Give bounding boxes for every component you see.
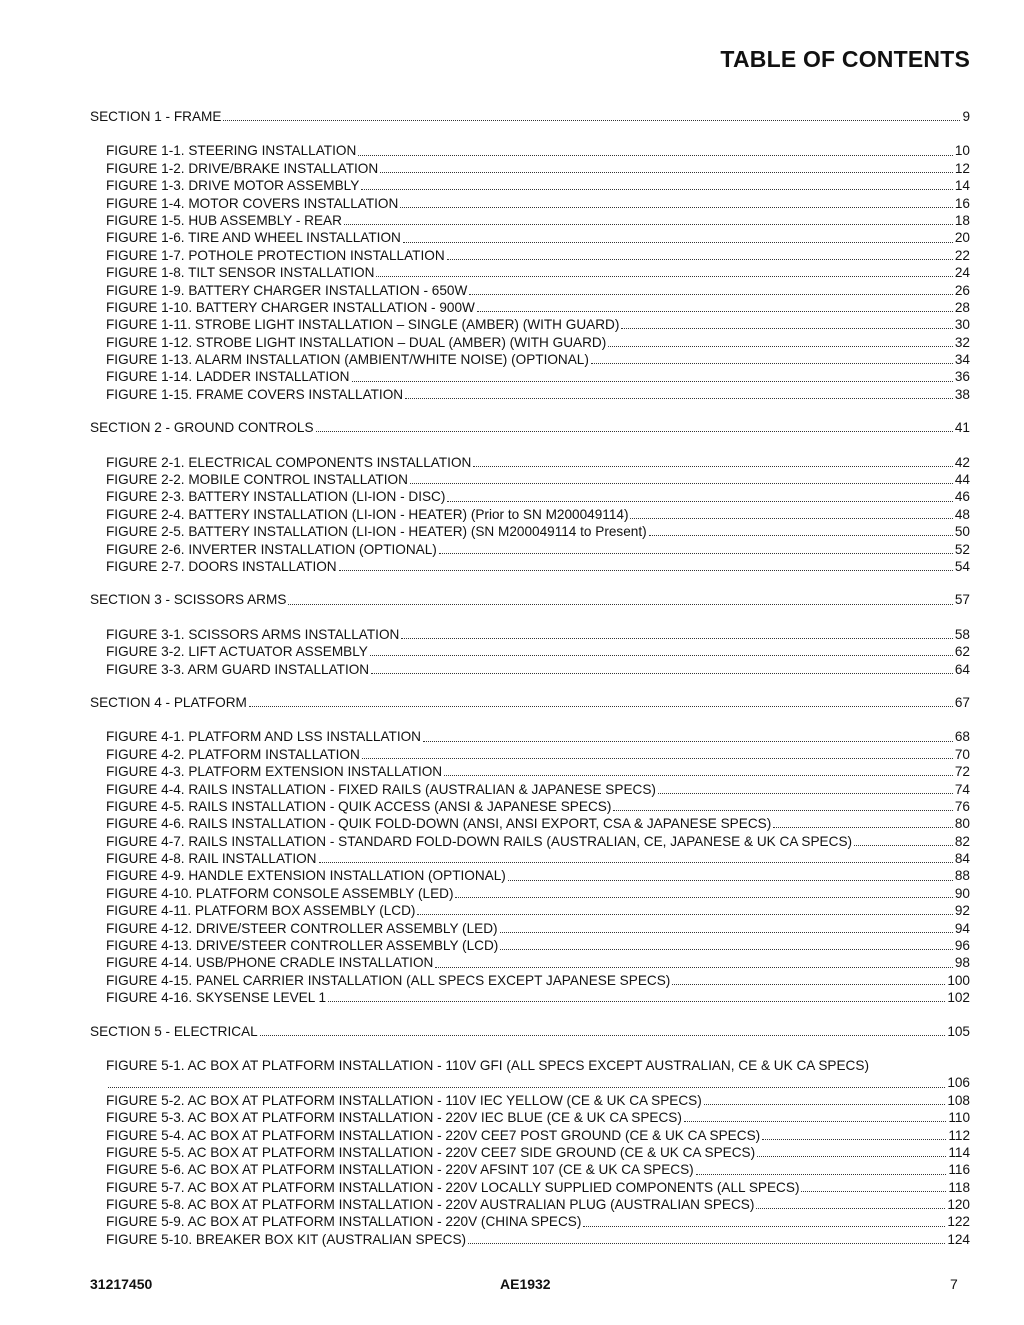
dot-leader [403,242,953,243]
dot-leader [405,398,953,399]
figure-title: FIGURE 4-3. PLATFORM EXTENSION INSTALLATION [106,764,443,780]
dot-leader [376,276,952,277]
toc-section-entry[interactable] [90,591,970,608]
dot-leader [358,155,953,156]
figure-title: FIGURE 1-8. TILT SENSOR INSTALLATION [106,265,375,281]
toc-figure-entry[interactable] [106,454,970,471]
toc-section [0,1023,1024,1249]
figure-page-number: 10 [954,143,970,159]
dot-leader [435,967,953,968]
dot-leader [704,1104,946,1105]
figure-page-number: 20 [954,230,970,246]
toc-figure-entry[interactable] [106,1092,970,1109]
toc-figure-entry[interactable] [106,229,970,246]
toc-figure-entry[interactable] [106,954,970,971]
toc-section [0,591,1024,678]
figure-title: FIGURE 1-6. TIRE AND WHEEL INSTALLATION [106,230,401,246]
dot-leader [361,189,953,190]
dot-leader [757,1156,946,1157]
figure-title: FIGURE 1-14. LADDER INSTALLATION [106,369,350,385]
dot-leader [455,897,952,898]
figure-page-number: 92 [954,903,970,919]
dot-leader [500,949,953,950]
figure-page-number: 16 [954,195,970,211]
toc-figure-entry[interactable] [106,902,970,919]
figure-title: FIGURE 4-5. RAILS INSTALLATION - QUIK ACCESS (ANSI & JAPANESE SPECS) [106,798,612,814]
figure-page-number: 118 [948,1179,970,1195]
figure-title: FIGURE 2-2. MOBILE CONTROL INSTALLATION [106,472,408,488]
dot-leader [316,431,953,432]
figure-title: FIGURE 2-7. DOORS INSTALLATION [106,558,337,574]
dot-leader [108,1087,945,1088]
toc-figure-entry[interactable] [106,833,970,850]
figure-title: FIGURE 5-1. AC BOX AT PLATFORM INSTALLATION - 110V GFI (ALL SPECS EXCEPT AUSTRALIAN, CE & UK CA SPECS) [106,1057,869,1073]
dot-leader [756,1208,945,1209]
dot-leader [371,673,953,674]
dot-leader [223,120,960,121]
toc-figure-entry[interactable] [106,1057,970,1092]
dot-leader [328,1001,945,1002]
figure-title: FIGURE 2-3. BATTERY INSTALLATION (LI-ION - DISC) [106,489,446,505]
toc-section [0,694,1024,1007]
toc-figure-entry[interactable] [106,626,970,643]
figure-title: FIGURE 5-5. AC BOX AT PLATFORM INSTALLATION - 220V CEE7 SIDE GROUND (CE & UK CA SPECS) [106,1144,756,1160]
dot-leader [684,1121,946,1122]
figure-page-number: 88 [954,868,970,884]
figure-title: FIGURE 2-1. ELECTRICAL COMPONENTS INSTALLATION [106,454,472,470]
figure-title: FIGURE 1-11. STROBE LIGHT INSTALLATION – SINGLE (AMBER) (WITH GUARD) [106,317,620,333]
toc-figure-entry[interactable] [106,763,970,780]
footer-model: AE1932 [500,1276,551,1292]
dot-leader [630,518,952,519]
section-title: SECTION 5 - ELECTRICAL [90,1023,258,1039]
dot-leader [288,604,952,605]
toc-section-entry[interactable] [90,694,970,711]
figure-page-number: 32 [954,334,970,350]
toc-figure-entry[interactable] [106,728,970,745]
dot-leader [352,381,953,382]
toc-figure-entry[interactable] [106,972,970,989]
toc-section [0,419,1024,575]
dot-leader [672,984,945,985]
figure-title: FIGURE 1-3. DRIVE MOTOR ASSEMBLY [106,178,360,194]
toc-figure-entry[interactable] [106,989,970,1006]
section-page-number: 41 [954,420,970,436]
figure-title: FIGURE 4-9. HANDLE EXTENSION INSTALLATION (OPTIONAL) [106,868,506,884]
figure-title: FIGURE 1-7. POTHOLE PROTECTION INSTALLATION [106,247,445,263]
figure-page-number: 122 [947,1214,970,1230]
toc-figure-entry[interactable] [106,142,970,159]
figure-title: FIGURE 4-2. PLATFORM INSTALLATION [106,746,360,762]
figure-title: FIGURE 4-8. RAIL INSTALLATION [106,851,317,867]
toc-figure-entry[interactable] [106,661,970,678]
figure-page-number: 102 [947,990,970,1006]
figure-title: FIGURE 5-8. AC BOX AT PLATFORM INSTALLATION - 220V AUSTRALIAN PLUG (AUSTRALIAN SPECS) [106,1197,755,1213]
figure-page-number: 70 [954,746,970,762]
figure-title: FIGURE 5-6. AC BOX AT PLATFORM INSTALLATION - 220V AFSINT 107 (CE & UK CA SPECS) [106,1162,694,1178]
dot-leader [773,827,953,828]
dot-leader [469,294,953,295]
figure-page-number: 80 [954,816,970,832]
toc-figure-entry[interactable] [106,798,970,815]
toc-figure-entry[interactable] [106,937,970,954]
dot-leader [473,466,953,467]
figure-page-number: 100 [947,972,970,988]
section-title: SECTION 4 - PLATFORM [90,694,247,710]
dot-leader [658,793,953,794]
dot-leader [500,932,953,933]
dot-leader [319,862,953,863]
section-page-number: 57 [954,592,970,608]
toc-figure-entry[interactable] [106,867,970,884]
page-title: TABLE OF CONTENTS [720,46,970,72]
toc-figure-entry[interactable] [106,558,970,575]
figure-title: FIGURE 4-16. SKYSENSE LEVEL 1 [106,990,327,1006]
figure-title: FIGURE 2-6. INVERTER INSTALLATION (OPTIONAL) [106,541,437,557]
toc-figure-entry[interactable] [106,781,970,798]
section-page-number: 67 [954,694,970,710]
dot-leader [608,346,953,347]
section-title: SECTION 3 - SCISSORS ARMS [90,592,287,608]
dot-leader [477,311,953,312]
toc-section-entry[interactable] [90,108,970,125]
toc-figure-entry[interactable] [106,506,970,523]
toc-figure-entry[interactable] [106,264,970,281]
toc-figure-entry[interactable] [106,643,970,660]
figure-page-number: 34 [954,352,970,368]
toc-figure-entry[interactable] [106,212,970,229]
figure-page-number: 52 [954,541,970,557]
toc-figure-entry[interactable] [106,1196,970,1213]
toc-figure-entry[interactable] [106,299,970,316]
figure-page-number: 64 [954,661,970,677]
figure-page-number: 38 [954,386,970,402]
toc-figure-entry[interactable] [106,351,970,368]
figure-page-number: 116 [948,1162,970,1178]
figure-title: FIGURE 1-1. STEERING INSTALLATION [106,143,357,159]
figure-page-number: 58 [954,626,970,642]
figure-page-number: 24 [954,265,970,281]
figure-title: FIGURE 1-15. FRAME COVERS INSTALLATION [106,386,404,402]
dot-leader [696,1174,947,1175]
dot-leader [447,501,952,502]
toc-figure-entry[interactable] [106,1213,970,1230]
figure-page-number: 54 [954,558,970,574]
dot-leader [344,224,953,225]
toc-figure-entry[interactable] [106,523,970,540]
toc-figure-entry[interactable] [106,1144,970,1161]
figure-page-number: 114 [948,1144,970,1160]
toc-figure-entry[interactable] [106,368,970,385]
toc-figure-entry[interactable] [106,541,970,558]
figure-title: FIGURE 5-3. AC BOX AT PLATFORM INSTALLATION - 220V IEC BLUE (CE & UK CA SPECS) [106,1110,682,1126]
figure-title: FIGURE 3-1. SCISSORS ARMS INSTALLATION [106,626,400,642]
toc-figure-entry[interactable] [106,386,970,403]
section-page-number: 105 [947,1023,970,1039]
figure-page-number: 96 [954,938,970,954]
dot-leader [444,775,953,776]
figure-title: FIGURE 4-7. RAILS INSTALLATION - STANDARD FOLD-DOWN RAILS (AUSTRALIAN, CE, JAPANESE & UK CA SPECS) [106,833,853,849]
figure-title: FIGURE 1-10. BATTERY CHARGER INSTALLATION - 900W [106,299,475,315]
toc-figure-entry[interactable] [106,316,970,333]
figure-title: FIGURE 2-4. BATTERY INSTALLATION (LI-ION - HEATER) (Prior to SN M200049114) [106,506,629,522]
dot-leader [447,259,953,260]
figure-title: FIGURE 4-14. USB/PHONE CRADLE INSTALLATION [106,955,434,971]
toc-figure-entry[interactable] [106,488,970,505]
figure-page-number: 46 [954,489,970,505]
figure-page-number: 14 [954,178,970,194]
dot-leader [417,914,952,915]
figure-title: FIGURE 1-5. HUB ASSEMBLY - REAR [106,212,342,228]
figure-leader-line [106,1074,970,1091]
figure-page-number: 48 [954,506,970,522]
toc-figure-entry[interactable] [106,1231,970,1248]
toc-figure-entry[interactable] [106,885,970,902]
figure-title: FIGURE 4-4. RAILS INSTALLATION - FIXED RAILS (AUSTRALIAN & JAPANESE SPECS) [106,781,656,797]
dot-leader [401,638,953,639]
dot-leader [621,328,953,329]
dot-leader [583,1226,945,1227]
figure-page-number: 26 [954,282,970,298]
toc-figure-entry[interactable] [106,1127,970,1144]
footer-page-number: 7 [950,1276,958,1292]
dot-leader [854,845,953,846]
figure-page-number: 72 [954,764,970,780]
figure-page-number: 28 [954,299,970,315]
dot-leader [339,570,953,571]
figure-page-number: 82 [954,833,970,849]
figure-page-number: 124 [947,1231,970,1247]
dot-leader [508,880,953,881]
dot-leader [762,1139,946,1140]
section-title: SECTION 1 - FRAME [90,109,222,124]
figure-title: FIGURE 5-9. AC BOX AT PLATFORM INSTALLATION - 220V (CHINA SPECS) [106,1214,582,1230]
figure-title: FIGURE 1-2. DRIVE/BRAKE INSTALLATION [106,160,379,176]
figure-page-number: 76 [954,798,970,814]
dot-leader [468,1243,945,1244]
section-title: SECTION 2 - GROUND CONTROLS [90,420,314,436]
footer-doc-number: 31217450 [90,1276,153,1292]
figure-page-number: 44 [954,472,970,488]
toc-section [0,108,1024,403]
figure-title: FIGURE 3-2. LIFT ACTUATOR ASSEMBLY [106,644,368,660]
toc-figure-entry[interactable] [106,247,970,264]
toc-figure-entry[interactable] [106,850,970,867]
figure-page-number: 106 [947,1075,970,1091]
figure-title: FIGURE 4-1. PLATFORM AND LSS INSTALLATION [106,729,421,745]
figure-page-number: 18 [954,212,970,228]
toc-figure-entry[interactable] [106,282,970,299]
dot-leader [260,1035,946,1036]
figure-page-number: 62 [954,644,970,660]
toc-figure-entry[interactable] [106,177,970,194]
figure-page-number: 94 [954,920,970,936]
toc-figure-entry[interactable] [106,920,970,937]
figure-title: FIGURE 1-13. ALARM INSTALLATION (AMBIENT/WHITE NOISE) (OPTIONAL) [106,352,589,368]
dot-leader [591,363,953,364]
figure-page-number: 84 [954,851,970,867]
figure-title: FIGURE 4-11. PLATFORM BOX ASSEMBLY (LCD) [106,903,416,919]
toc-figure-entry[interactable] [106,746,970,763]
figure-title: FIGURE 5-7. AC BOX AT PLATFORM INSTALLATION - 220V LOCALLY SUPPLIED COMPONENTS (ALL SPECS) [106,1179,800,1195]
figure-page-number: 110 [948,1110,970,1126]
figure-page-number: 98 [954,955,970,971]
figure-page-number: 50 [954,524,970,540]
dot-leader [801,1191,946,1192]
figure-title: FIGURE 2-5. BATTERY INSTALLATION (LI-ION - HEATER) (SN M200049114 to Present) [106,524,647,540]
dot-leader [380,172,953,173]
figure-page-number: 12 [954,160,970,176]
toc-figure-entry[interactable] [106,160,970,177]
figure-page-number: 30 [954,317,970,333]
figure-title: FIGURE 3-3. ARM GUARD INSTALLATION [106,661,370,677]
toc-figure-entry[interactable] [106,334,970,351]
toc-figure-entry[interactable] [106,471,970,488]
figure-title: FIGURE 1-12. STROBE LIGHT INSTALLATION – DUAL (AMBER) (WITH GUARD) [106,334,607,350]
dot-leader [613,810,953,811]
figure-title: FIGURE 4-6. RAILS INSTALLATION - QUIK FOLD-DOWN (ANSI, ANSI EXPORT, CSA & JAPANESE SPECS) [106,816,772,832]
dot-leader [400,207,953,208]
table-of-contents [0,108,1024,1264]
figure-page-number: 74 [954,781,970,797]
figure-title: FIGURE 4-12. DRIVE/STEER CONTROLLER ASSEMBLY (LED) [106,920,498,936]
figure-title: FIGURE 1-9. BATTERY CHARGER INSTALLATION - 650W [106,282,468,298]
figure-page-number: 90 [954,885,970,901]
figure-page-number: 112 [948,1127,970,1143]
dot-leader [410,483,953,484]
section-page-number: 9 [962,109,970,124]
dot-leader [370,655,953,656]
figure-page-number: 42 [954,454,970,470]
figure-title: FIGURE 4-10. PLATFORM CONSOLE ASSEMBLY (LED) [106,885,454,901]
toc-figure-entry[interactable] [106,1109,970,1126]
toc-section-entry[interactable] [90,1023,970,1040]
toc-figure-entry[interactable] [106,1179,970,1196]
figure-page-number: 120 [947,1197,970,1213]
figure-page-number: 108 [947,1092,970,1108]
toc-section-entry[interactable] [90,419,970,436]
figure-title: FIGURE 4-15. PANEL CARRIER INSTALLATION (ALL SPECS EXCEPT JAPANESE SPECS) [106,972,671,988]
toc-figure-entry[interactable] [106,815,970,832]
figure-page-number: 22 [954,247,970,263]
toc-figure-entry[interactable] [106,195,970,212]
figure-title: FIGURE 5-2. AC BOX AT PLATFORM INSTALLATION - 110V IEC YELLOW (CE & UK CA SPECS) [106,1092,702,1108]
dot-leader [362,758,953,759]
dot-leader [249,706,953,707]
figure-page-number: 68 [954,729,970,745]
figure-title-line [106,1057,970,1074]
figure-title: FIGURE 5-10. BREAKER BOX KIT (AUSTRALIAN SPECS) [106,1231,467,1247]
figure-title: FIGURE 1-4. MOTOR COVERS INSTALLATION [106,195,399,211]
dot-leader [423,741,953,742]
dot-leader [439,553,953,554]
figure-title: FIGURE 4-13. DRIVE/STEER CONTROLLER ASSEMBLY (LCD) [106,938,499,954]
toc-figure-entry[interactable] [106,1161,970,1178]
figure-title: FIGURE 5-4. AC BOX AT PLATFORM INSTALLATION - 220V CEE7 POST GROUND (CE & UK CA SPECS) [106,1127,761,1143]
figure-page-number: 36 [954,369,970,385]
dot-leader [649,535,953,536]
